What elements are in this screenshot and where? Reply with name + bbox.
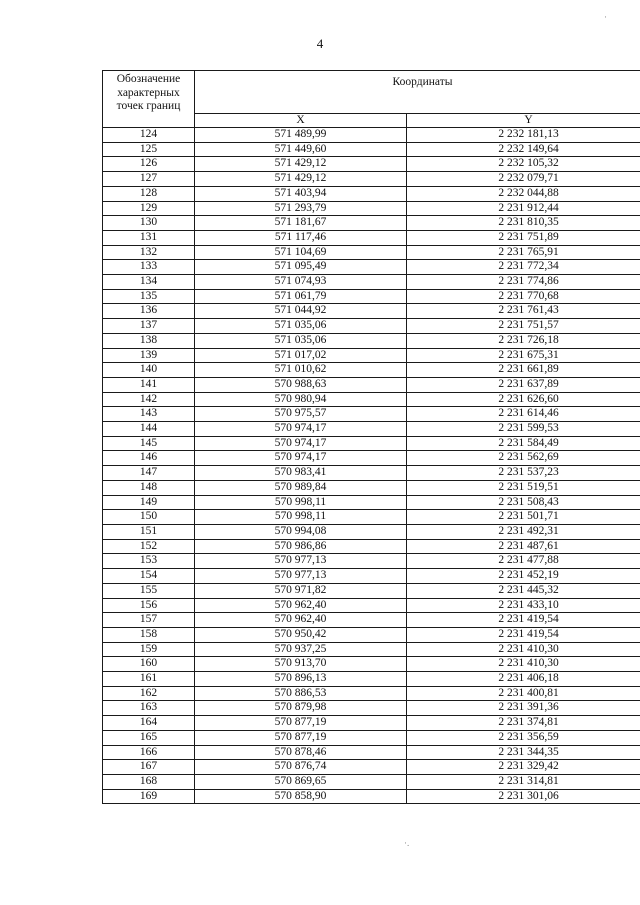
cell-point: 157	[103, 613, 195, 628]
table-row	[103, 451, 640, 466]
table-row	[103, 157, 640, 172]
cell-point: 154	[103, 569, 195, 584]
cell-x: 571 489,99	[195, 128, 407, 143]
cell-x: 571 449,60	[195, 142, 407, 157]
cell-x: 570 913,70	[195, 657, 407, 672]
cell-point: 136	[103, 304, 195, 319]
cell-point: 158	[103, 627, 195, 642]
cell-x: 570 983,41	[195, 466, 407, 481]
cell-y: 2 231 344,35	[407, 745, 640, 760]
cell-point: 125	[103, 142, 195, 157]
cell-y: 2 231 501,71	[407, 510, 640, 525]
cell-y: 2 232 105,32	[407, 157, 640, 172]
cell-y: 2 231 675,31	[407, 348, 640, 363]
table-row	[103, 495, 640, 510]
table-row	[103, 730, 640, 745]
cell-x: 570 977,13	[195, 569, 407, 584]
table-row	[103, 466, 640, 481]
header-coordinates: Координаты	[195, 71, 640, 114]
cell-point: 161	[103, 672, 195, 687]
table-body	[103, 128, 640, 804]
table-row	[103, 672, 640, 687]
cell-x: 571 035,06	[195, 333, 407, 348]
cell-y: 2 231 912,44	[407, 201, 640, 216]
coordinates-table	[102, 70, 640, 804]
cell-y: 2 231 314,81	[407, 774, 640, 789]
table-row	[103, 186, 640, 201]
table-row	[103, 583, 640, 598]
cell-y: 2 231 599,53	[407, 422, 640, 437]
table-row	[103, 230, 640, 245]
cell-y: 2 232 149,64	[407, 142, 640, 157]
cell-point: 159	[103, 642, 195, 657]
cell-point: 146	[103, 451, 195, 466]
cell-y: 2 231 445,32	[407, 583, 640, 598]
cell-x: 570 989,84	[195, 480, 407, 495]
cell-x: 571 403,94	[195, 186, 407, 201]
table-row	[103, 363, 640, 378]
scan-speck: ·.	[404, 838, 410, 848]
cell-point: 128	[103, 186, 195, 201]
cell-y: 2 231 774,86	[407, 275, 640, 290]
cell-point: 138	[103, 333, 195, 348]
cell-x: 571 017,02	[195, 348, 407, 363]
cell-y: 2 231 391,36	[407, 701, 640, 716]
cell-point: 140	[103, 363, 195, 378]
cell-point: 139	[103, 348, 195, 363]
table-row	[103, 760, 640, 775]
cell-y: 2 231 584,49	[407, 436, 640, 451]
cell-point: 169	[103, 789, 195, 804]
cell-point: 129	[103, 201, 195, 216]
table-row	[103, 524, 640, 539]
table-row	[103, 627, 640, 642]
cell-point: 151	[103, 524, 195, 539]
cell-point: 153	[103, 554, 195, 569]
cell-x: 570 869,65	[195, 774, 407, 789]
cell-y: 2 231 477,88	[407, 554, 640, 569]
table-row	[103, 128, 640, 143]
cell-y: 2 231 761,43	[407, 304, 640, 319]
cell-x: 570 896,13	[195, 672, 407, 687]
cell-y: 2 231 614,46	[407, 407, 640, 422]
cell-y: 2 231 410,30	[407, 642, 640, 657]
cell-point: 149	[103, 495, 195, 510]
cell-y: 2 231 419,54	[407, 613, 640, 628]
cell-y: 2 231 810,35	[407, 216, 640, 231]
cell-x: 570 858,90	[195, 789, 407, 804]
cell-x: 570 977,13	[195, 554, 407, 569]
cell-point: 164	[103, 716, 195, 731]
cell-point: 133	[103, 260, 195, 275]
header-y: Y	[407, 114, 640, 128]
cell-point: 165	[103, 730, 195, 745]
table-row	[103, 142, 640, 157]
table-row	[103, 613, 640, 628]
cell-x: 571 429,12	[195, 172, 407, 187]
cell-y: 2 231 772,34	[407, 260, 640, 275]
table-row	[103, 260, 640, 275]
cell-y: 2 231 661,89	[407, 363, 640, 378]
table-row	[103, 774, 640, 789]
cell-y: 2 231 751,89	[407, 230, 640, 245]
cell-x: 570 998,11	[195, 495, 407, 510]
cell-point: 156	[103, 598, 195, 613]
cell-x: 571 117,46	[195, 230, 407, 245]
cell-x: 571 044,92	[195, 304, 407, 319]
cell-point: 147	[103, 466, 195, 481]
cell-x: 570 974,17	[195, 422, 407, 437]
cell-point: 155	[103, 583, 195, 598]
table-row	[103, 172, 640, 187]
cell-point: 124	[103, 128, 195, 143]
table-row	[103, 377, 640, 392]
table-row	[103, 201, 640, 216]
cell-y: 2 231 301,06	[407, 789, 640, 804]
cell-x: 571 010,62	[195, 363, 407, 378]
cell-x: 570 988,63	[195, 377, 407, 392]
table-row	[103, 319, 640, 334]
table-row	[103, 333, 640, 348]
cell-point: 162	[103, 686, 195, 701]
cell-point: 166	[103, 745, 195, 760]
cell-y: 2 231 726,18	[407, 333, 640, 348]
cell-y: 2 231 406,18	[407, 672, 640, 687]
cell-y: 2 231 519,51	[407, 480, 640, 495]
cell-x: 571 061,79	[195, 289, 407, 304]
cell-point: 135	[103, 289, 195, 304]
cell-point: 127	[103, 172, 195, 187]
table-row	[103, 480, 640, 495]
cell-point: 142	[103, 392, 195, 407]
table-row	[103, 569, 640, 584]
table-row	[103, 436, 640, 451]
table-row	[103, 686, 640, 701]
table-row	[103, 657, 640, 672]
cell-y: 2 231 492,31	[407, 524, 640, 539]
cell-x: 570 974,17	[195, 451, 407, 466]
cell-x: 570 877,19	[195, 730, 407, 745]
cell-x: 570 962,40	[195, 598, 407, 613]
table-row	[103, 789, 640, 804]
cell-x: 571 104,69	[195, 245, 407, 260]
table-row	[103, 407, 640, 422]
cell-x: 570 879,98	[195, 701, 407, 716]
table-row	[103, 716, 640, 731]
cell-x: 570 962,40	[195, 613, 407, 628]
table-row	[103, 422, 640, 437]
cell-point: 160	[103, 657, 195, 672]
cell-point: 163	[103, 701, 195, 716]
cell-y: 2 231 626,60	[407, 392, 640, 407]
table-row	[103, 642, 640, 657]
table-row	[103, 245, 640, 260]
cell-x: 571 429,12	[195, 157, 407, 172]
cell-y: 2 231 329,42	[407, 760, 640, 775]
cell-point: 131	[103, 230, 195, 245]
cell-point: 141	[103, 377, 195, 392]
cell-y: 2 231 433,10	[407, 598, 640, 613]
table-row	[103, 598, 640, 613]
cell-x: 571 181,67	[195, 216, 407, 231]
table-row	[103, 304, 640, 319]
table-row	[103, 539, 640, 554]
cell-point: 134	[103, 275, 195, 290]
cell-y: 2 231 770,68	[407, 289, 640, 304]
table-row	[103, 554, 640, 569]
cell-point: 143	[103, 407, 195, 422]
cell-y: 2 231 508,43	[407, 495, 640, 510]
table-row	[103, 745, 640, 760]
cell-y: 2 231 452,19	[407, 569, 640, 584]
cell-x: 570 886,53	[195, 686, 407, 701]
cell-point: 126	[103, 157, 195, 172]
cell-point: 150	[103, 510, 195, 525]
cell-point: 168	[103, 774, 195, 789]
cell-x: 570 877,19	[195, 716, 407, 731]
cell-y: 2 231 751,57	[407, 319, 640, 334]
cell-y: 2 231 356,59	[407, 730, 640, 745]
cell-x: 570 994,08	[195, 524, 407, 539]
cell-point: 130	[103, 216, 195, 231]
table-row	[103, 216, 640, 231]
cell-x: 570 878,46	[195, 745, 407, 760]
cell-y: 2 232 181,13	[407, 128, 640, 143]
cell-point: 167	[103, 760, 195, 775]
cell-y: 2 231 562,69	[407, 451, 640, 466]
cell-y: 2 231 410,30	[407, 657, 640, 672]
scan-speck: ·	[604, 12, 607, 22]
header-x: X	[195, 114, 407, 128]
header-point-designation: Обозначение характерных точек границ	[103, 71, 195, 128]
cell-point: 137	[103, 319, 195, 334]
table-row	[103, 392, 640, 407]
cell-y: 2 232 079,71	[407, 172, 640, 187]
table-row	[103, 348, 640, 363]
cell-x: 570 998,11	[195, 510, 407, 525]
table-row	[103, 701, 640, 716]
table-row	[103, 510, 640, 525]
cell-point: 152	[103, 539, 195, 554]
cell-point: 148	[103, 480, 195, 495]
cell-y: 2 231 765,91	[407, 245, 640, 260]
table-row	[103, 289, 640, 304]
cell-point: 144	[103, 422, 195, 437]
cell-x: 570 980,94	[195, 392, 407, 407]
cell-y: 2 231 537,23	[407, 466, 640, 481]
page-number: 4	[316, 36, 324, 51]
cell-y: 2 231 487,61	[407, 539, 640, 554]
cell-y: 2 231 419,54	[407, 627, 640, 642]
cell-y: 2 231 637,89	[407, 377, 640, 392]
cell-x: 570 971,82	[195, 583, 407, 598]
cell-point: 132	[103, 245, 195, 260]
cell-x: 570 974,17	[195, 436, 407, 451]
cell-x: 571 293,79	[195, 201, 407, 216]
cell-x: 570 937,25	[195, 642, 407, 657]
cell-y: 2 232 044,88	[407, 186, 640, 201]
cell-x: 571 074,93	[195, 275, 407, 290]
cell-point: 145	[103, 436, 195, 451]
cell-x: 570 876,74	[195, 760, 407, 775]
cell-x: 570 950,42	[195, 627, 407, 642]
table-row	[103, 275, 640, 290]
cell-y: 2 231 374,81	[407, 716, 640, 731]
cell-x: 571 035,06	[195, 319, 407, 334]
cell-x: 570 975,57	[195, 407, 407, 422]
cell-y: 2 231 400,81	[407, 686, 640, 701]
cell-x: 571 095,49	[195, 260, 407, 275]
cell-x: 570 986,86	[195, 539, 407, 554]
